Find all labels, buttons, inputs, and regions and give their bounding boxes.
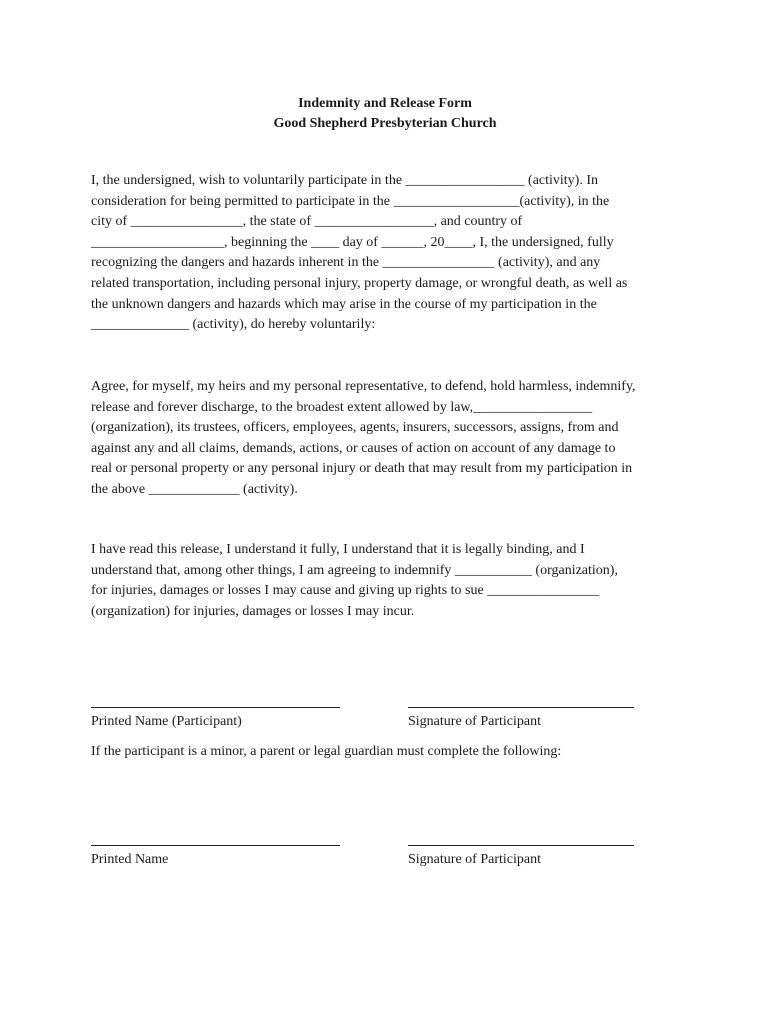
printed-name-participant-label: Printed Name (Participant) (91, 714, 242, 729)
paragraph-line: I have read this release, I understand it fully, I understand that it is legally binding, and I (91, 542, 585, 557)
printed-name-guardian-line[interactable] (91, 845, 340, 846)
paragraph-line: recognizing the dangers and hazards inherent in the ________________ (activity), and any (91, 255, 601, 271)
paragraph-participation (91, 171, 681, 336)
signature-participant-label-2: Signature of Participant (408, 852, 541, 867)
signature-participant-label: Signature of Participant (408, 714, 541, 729)
paragraph-line: for injuries, damages or losses I may cause and giving up rights to sue ________________ (91, 583, 600, 599)
signature-guardian-line[interactable] (408, 845, 634, 846)
paragraph-line: I, the undersigned, wish to voluntarily participate in the _________________ (activity). In (91, 173, 599, 188)
paragraph-line: understand that, among other things, I am agreeing to indemnify ___________ (organization), (91, 562, 618, 578)
paragraph-line: (organization), its trustees, officers, employees, agents, insurers, successors, assigns, from and (91, 420, 619, 436)
document-title: Indemnity and Release Form (298, 96, 472, 111)
paragraph-line: release and forever discharge, to the broadest extent allowed by law,_________________ (91, 399, 593, 415)
paragraph-line: related transportation, including personal injury, property damage, or wrongful death, as well as (91, 275, 628, 291)
paragraph-line: city of ________________, the state of _________________, and country of (91, 214, 523, 230)
paragraph-line: the unknown dangers and hazards which may arise in the course of my participation in the (91, 296, 597, 312)
paragraph-line: Agree, for myself, my heirs and my personal representative, to defend, hold harmless, indemnify, (91, 379, 636, 394)
paragraph-line: ___________________, beginning the ____ day of ______, 20____, I, the undersigned, fully (91, 234, 614, 250)
paragraph-line: against any and all claims, demands, actions, or causes of action on account of any damage to (91, 440, 616, 456)
paragraph-line: real or personal property or any personal injury or death that may result from my participation in (91, 461, 633, 477)
signature-participant-line[interactable] (408, 707, 634, 708)
paragraph-line: the above _____________ (activity). (91, 481, 298, 497)
printed-name-label: Printed Name (91, 852, 169, 867)
paragraph-line: ______________ (activity), do hereby voluntarily: (91, 317, 376, 333)
paragraph-line: (organization) for injuries, damages or losses I may incur. (91, 603, 415, 619)
paragraph-indemnity (91, 377, 681, 501)
document-subtitle: Good Shepherd Presbyterian Church (273, 116, 497, 131)
guardian-note: If the participant is a minor, a parent or legal guardian must complete the following: (91, 744, 562, 759)
paragraph-line: consideration for being permitted to participate in the __________________(activity), in the (91, 193, 610, 209)
printed-name-participant-line[interactable] (91, 707, 340, 708)
paragraph-acknowledgement (91, 540, 681, 622)
